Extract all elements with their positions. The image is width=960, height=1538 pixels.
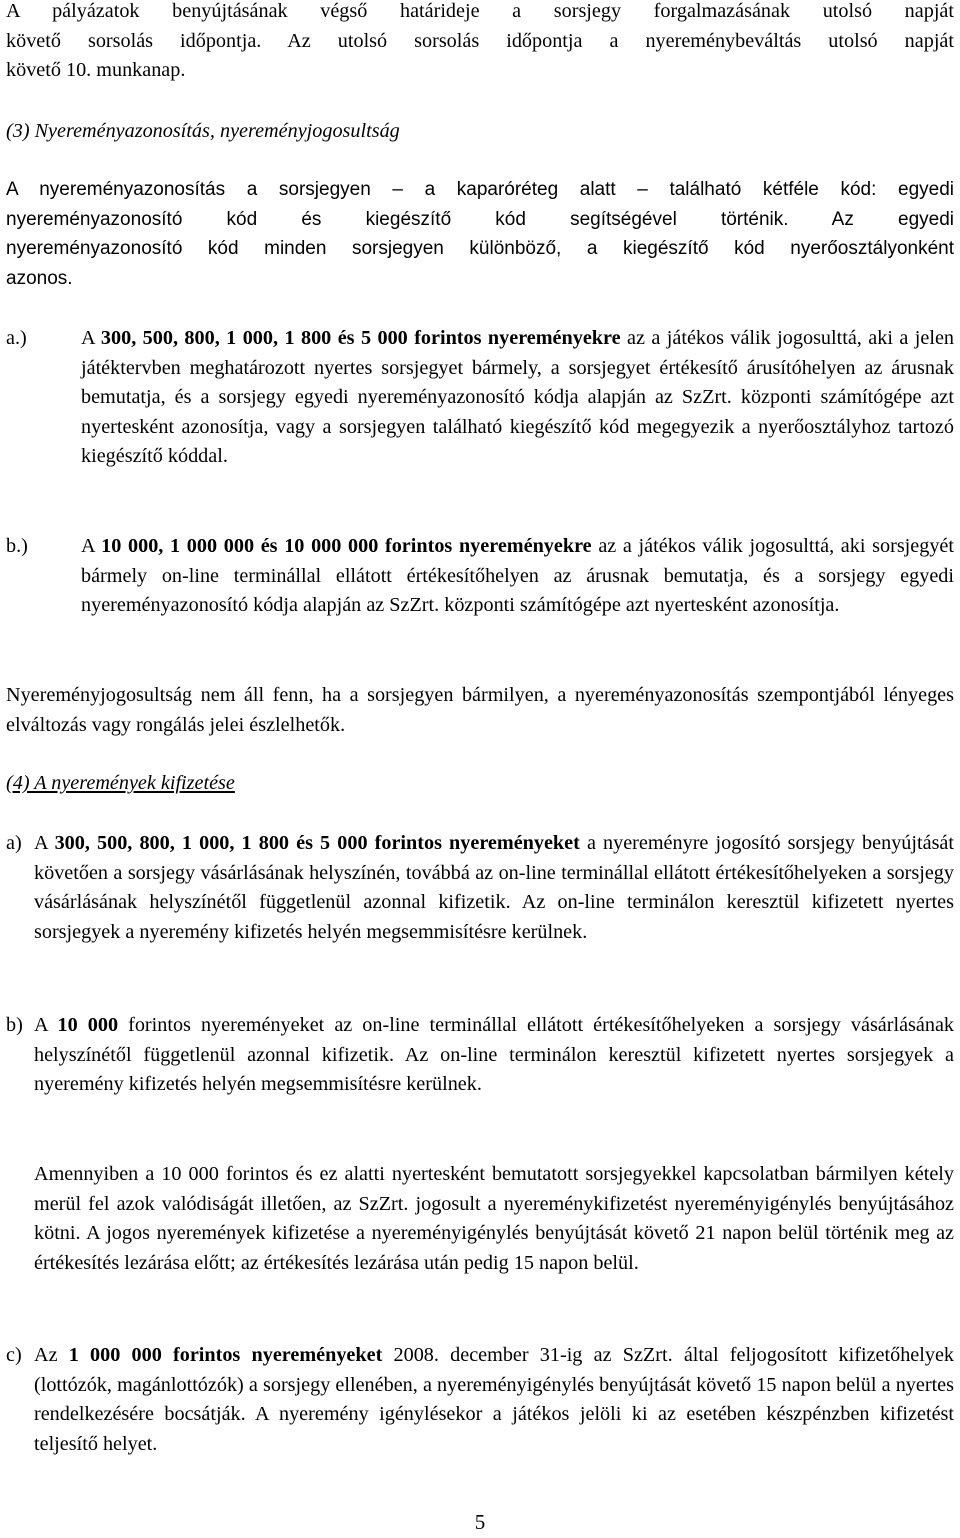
item-text: A 10 000 forintos nyereményeket az on-line terminállal ellátott értékesítőhelyeken a sorsjegy vásárlásának helyszínétől függetlenül azonnal kifizetik. Az on-line terminálon keresztül kifizetett nyertes sorsjegyek a nyeremény kifizetés helyén megsemmisítésre kerülnek. bbox=[34, 1014, 955, 1096]
intro-line-2: követő sorsolás időpontja. Az utolsó sorsolás időpontja a nyereménybeváltás utolsó napját bbox=[6, 29, 954, 52]
section-3-paragraph bbox=[6, 175, 954, 293]
page-number: 5 bbox=[474, 1510, 486, 1534]
item-label: b) bbox=[6, 1014, 23, 1036]
section-4-item-a bbox=[6, 829, 954, 947]
item-amounts: 10 000 bbox=[57, 1014, 119, 1036]
item-amounts: 10 000, 1 000 000 és 10 000 000 forintos nyereményekre bbox=[101, 535, 592, 557]
section-3-line-2: nyereményazonosító kód és kiegészítő kód segítségével történik. Az egyedi bbox=[6, 208, 954, 230]
section-4-item-b bbox=[6, 1011, 954, 1100]
intro-line-3: követő 10. munkanap. bbox=[6, 59, 186, 82]
intro-paragraph bbox=[6, 0, 954, 86]
section-3-note: Nyereményjogosultság nem áll fenn, ha a sorsjegyen bármilyen, a nyereményazonosítás szempontjából lényeges elváltozás vagy rongálás jelei észlelhetők. bbox=[6, 684, 954, 736]
section-3-line-1: A nyereményazonosítás a sorsjegyen – a kaparóréteg alatt – található kétféle kód: egyedi bbox=[6, 179, 954, 200]
item-label: a) bbox=[6, 832, 22, 854]
section-4-heading: (4) A nyeremények kifizetése bbox=[6, 772, 235, 794]
item-amounts: 300, 500, 800, 1 000, 1 800 és 5 000 forintos nyereményeket bbox=[54, 832, 580, 854]
section-4-item-b-note: Amennyiben a 10 000 forintos és ez alatti nyertesként bemutatott sorsjegyekkel kapcsolatban bármilyen kétely merül fel azok valódiságát illetően, az SzZrt. jogosult a nyereménykifizetést nyereményigénylés benyújtásához kötni. A jogos nyeremények kifizetése a nyereményigénylés benyújtását követő 21 napon belül történik meg az értékesítés lezárása előtt; az értékesítés lezárása után pedig 15 napon belül. bbox=[34, 1163, 954, 1274]
section-3-item-b bbox=[6, 532, 954, 621]
item-text: A 10 000, 1 000 000 és 10 000 000 forintos nyereményekre az a játékos válik jogosulttá, aki sorsjegyét bármely on-line terminállal ellátott értékesítőhelyen az árusnak bemutatja, és a sorsjegy egyedi nyereményazonosító kódja alapján az SzZrt. központi számítógépe azt nyertesként azonosítja. bbox=[81, 535, 955, 617]
section-3-line-4: azonos. bbox=[6, 267, 73, 289]
intro-line-1: A pályázatok benyújtásának végső határideje a sorsjegy forgalmazásának utolsó napját bbox=[6, 0, 954, 22]
section-3-line-3: nyereményazonosító kód minden sorsjegyen különböző, a kiegészítő kód nyerőosztályonként bbox=[6, 238, 954, 260]
item-amounts: 300, 500, 800, 1 000, 1 800 és 5 000 forintos nyereményekre bbox=[100, 327, 621, 349]
item-amounts: 1 000 000 forintos nyereményeket bbox=[68, 1344, 383, 1366]
item-text: A 300, 500, 800, 1 000, 1 800 és 5 000 forintos nyereményeket a nyereményre jogosító sorsjegy benyújtását követően a sorsjegy vásárlásának helyszínén, továbbá az on-line terminállal ellátott értékesítőhelyeken a sorsjegy vásárlásának helyszínétől függetlenül azonnal kifizetik. Az on-line terminálon keresztül kifizetett nyertes sorsjegyek a nyeremény kifizetés helyén megsemmisítésre kerülnek. bbox=[34, 832, 954, 943]
item-text: Az 1 000 000 forintos nyereményeket 2008. december 31-ig az SzZrt. által feljogosított kifizetőhelyek (lottózók, magánlottózók) a sorsjegy ellenében, a nyereményigénylés benyújtását követő 15 napon belül a nyertes rendelkezésére bocsátják. A nyeremény igénylésekor a játékos jelöli ki az esetében készpénzben kifizetést teljesítő helyet. bbox=[34, 1344, 955, 1455]
item-label: c) bbox=[6, 1344, 22, 1366]
section-3-heading: (3) Nyereményazonosítás, nyereményjogosultság bbox=[6, 120, 400, 142]
item-label: b.) bbox=[6, 535, 28, 557]
item-text: A 300, 500, 800, 1 000, 1 800 és 5 000 forintos nyereményekre az a játékos válik jogosulttá, aki a jelen játéktervben meghatározott nyertes sorsjegyet bármely, a sorsjegyet értékesítő árusítóhelyen az árusnak bemutatja, és a sorsjegy egyedi nyereményazonosító kódja alapján az SzZrt. központi számítógépe azt nyertesként azonosítja, vagy a sorsjegyen található kiegészítő kód megegyezik a nyerőosztályhoz tartozó kiegészítő kóddal. bbox=[81, 327, 954, 468]
section-4-item-c bbox=[6, 1341, 954, 1459]
section-3-item-a bbox=[6, 324, 954, 472]
item-label: a.) bbox=[6, 327, 27, 349]
